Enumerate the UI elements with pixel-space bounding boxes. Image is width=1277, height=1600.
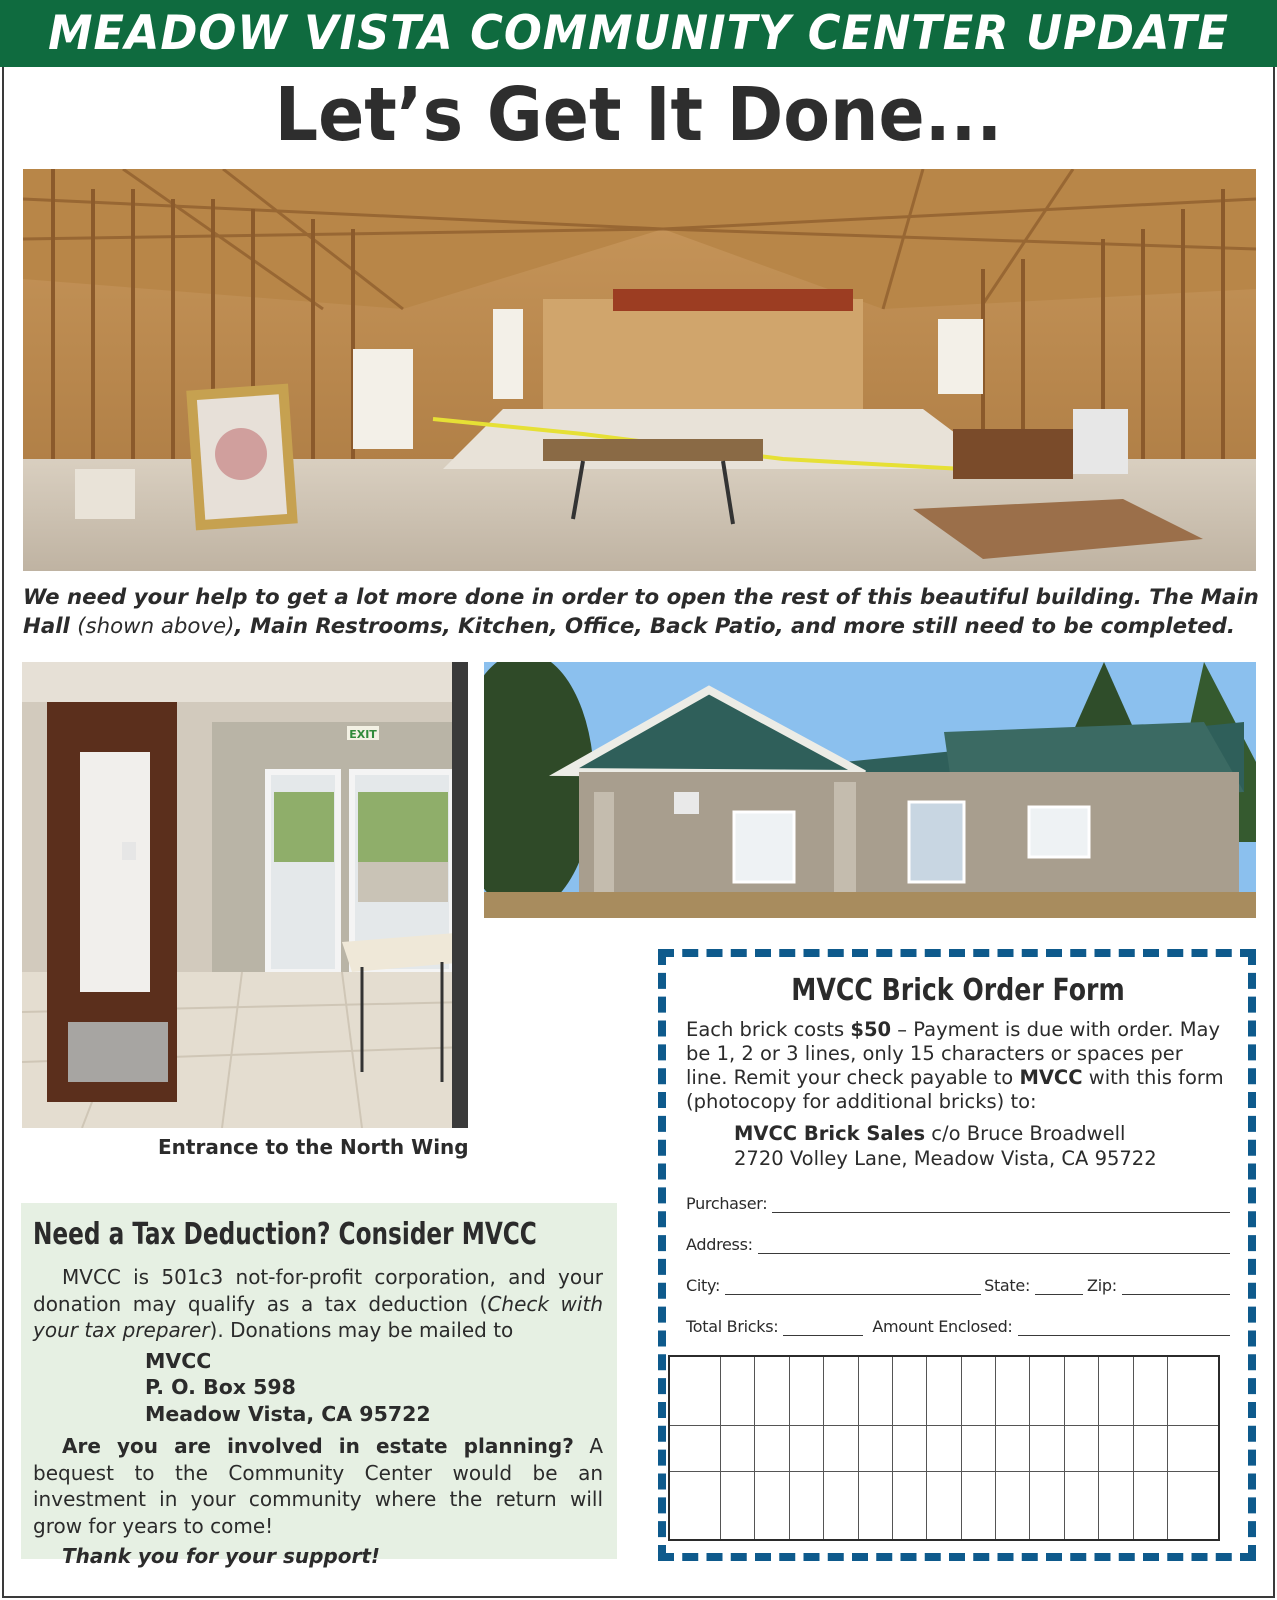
exterior-photo	[484, 662, 1256, 918]
entrance-photo	[22, 662, 468, 1128]
desc-part2: – Payment is due with order. May be 1, 2 or 3 lines, only 15 characters or spaces per line. Remit your check payable to	[686, 1018, 1221, 1089]
main-hall-photo	[23, 169, 1256, 571]
donation-address	[33, 1348, 603, 1428]
payee: MVCC	[1019, 1066, 1083, 1089]
brick-character-cell[interactable]	[1133, 1425, 1167, 1471]
tax-paragraph-1	[33, 1264, 603, 1344]
donation-address-line: MVCC	[145, 1348, 212, 1373]
brick-character-cell[interactable]	[1064, 1425, 1098, 1471]
brick-character-cell[interactable]	[1064, 1356, 1098, 1425]
banner	[0, 0, 1277, 67]
order-address-name: MVCC Brick Sales	[734, 1122, 926, 1145]
amount-enclosed-label: Amount Enclosed:	[872, 1317, 1013, 1336]
main-hall-illustration	[23, 169, 1256, 571]
brick-character-cell[interactable]	[789, 1471, 823, 1540]
order-address-line-2: 2720 Volley Lane, Meadow Vista, CA 95722	[734, 1146, 1157, 1170]
intro-text	[23, 583, 1263, 641]
donation-address-line: Meadow Vista, CA 95722	[145, 1401, 431, 1426]
order-fields	[686, 1191, 1230, 1336]
order-address-co: c/o Bruce Broadwell	[925, 1122, 1126, 1145]
exterior-illustration	[484, 662, 1256, 918]
brick-character-cell[interactable]	[858, 1471, 892, 1540]
address-field[interactable]	[758, 1238, 1230, 1254]
brick-character-cell[interactable]	[961, 1471, 995, 1540]
donation-address-line: P. O. Box 598	[145, 1375, 296, 1399]
intro-part1: We need your help to get a lot more done in order to open the rest of this beautiful building. The Main Hall	[23, 585, 1259, 639]
brick-character-cell[interactable]	[961, 1425, 995, 1471]
brick-grid-row	[669, 1425, 1219, 1471]
amount-enclosed-field[interactable]	[1018, 1320, 1230, 1336]
brick-character-cell[interactable]	[755, 1471, 789, 1540]
brick-character-cell[interactable]	[961, 1356, 995, 1425]
brick-character-cell[interactable]	[1030, 1425, 1064, 1471]
intro-aside: (shown above)	[77, 614, 235, 639]
state-field[interactable]	[1035, 1279, 1083, 1295]
intro-part2: , Main Restrooms, Kitchen, Office, Back Patio, and more still need to be completed.	[234, 614, 1235, 639]
city-row	[686, 1273, 1230, 1295]
tax-p1-a: MVCC is 501c3 not-for-profit corporation, and your donation may qualify as a tax deduction (	[33, 1265, 603, 1316]
brick-character-cell[interactable]	[1133, 1356, 1167, 1425]
brick-character-cell[interactable]	[721, 1471, 755, 1540]
brick-character-cell[interactable]	[1099, 1471, 1133, 1540]
brick-character-cell[interactable]	[789, 1425, 823, 1471]
order-address	[686, 1122, 1230, 1171]
brick-grid-row	[669, 1471, 1219, 1540]
thank-you: Thank you for your support!	[62, 1544, 381, 1568]
brick-character-cell[interactable]	[669, 1471, 721, 1540]
tax-body	[33, 1264, 603, 1570]
estate-planning-body: A bequest to the Community Center would be an investment in your community where the return will grow for years to come!	[33, 1434, 603, 1538]
brick-character-cell[interactable]	[1030, 1471, 1064, 1540]
tax-p1-italic: Check with your tax preparer	[33, 1291, 603, 1342]
brick-character-cell[interactable]	[1030, 1356, 1064, 1425]
zip-field[interactable]	[1122, 1279, 1230, 1295]
brick-character-cell[interactable]	[824, 1471, 858, 1540]
totals-row	[686, 1314, 1230, 1336]
brick-character-cell[interactable]	[996, 1471, 1030, 1540]
brick-character-cell[interactable]	[858, 1425, 892, 1471]
total-bricks-field[interactable]	[783, 1320, 863, 1336]
city-field[interactable]	[725, 1279, 981, 1295]
brick-character-cell[interactable]	[824, 1356, 858, 1425]
tax-deduction-box	[21, 1203, 617, 1568]
brick-character-cell[interactable]	[892, 1471, 926, 1540]
brick-character-cell[interactable]	[892, 1425, 926, 1471]
brick-order-form	[658, 949, 1256, 1561]
brick-character-cell[interactable]	[996, 1425, 1030, 1471]
brick-inscription-grid	[668, 1355, 1220, 1541]
brick-character-cell[interactable]	[927, 1425, 961, 1471]
estate-planning-lead: Are you are involved in estate planning?	[62, 1434, 574, 1458]
brick-character-cell[interactable]	[1099, 1425, 1133, 1471]
brick-character-cell[interactable]	[824, 1425, 858, 1471]
brick-character-cell[interactable]	[1167, 1356, 1219, 1425]
brick-character-cell[interactable]	[755, 1425, 789, 1471]
brick-character-cell[interactable]	[1064, 1471, 1098, 1540]
purchaser-label: Purchaser:	[686, 1194, 768, 1213]
tax-p1-b: ). Donations may be mailed to	[209, 1318, 514, 1342]
brick-character-cell[interactable]	[669, 1356, 721, 1425]
brick-price: $50	[850, 1018, 892, 1041]
brick-character-cell[interactable]	[669, 1425, 721, 1471]
brick-character-cell[interactable]	[996, 1356, 1030, 1425]
brick-character-cell[interactable]	[755, 1356, 789, 1425]
order-form-description	[686, 1018, 1230, 1114]
exit-sign: EXIT	[349, 728, 377, 741]
desc-part1: Each brick costs	[686, 1018, 851, 1041]
brick-grid-row	[669, 1356, 1219, 1425]
entrance-caption: Entrance to the North Wing	[158, 1135, 469, 1159]
purchaser-row	[686, 1191, 1230, 1213]
banner-title: MEADOW VISTA COMMUNITY CENTER UPDATE	[48, 6, 1229, 61]
brick-character-cell[interactable]	[1167, 1471, 1219, 1540]
address-label: Address:	[686, 1235, 753, 1254]
brick-character-cell[interactable]	[789, 1356, 823, 1425]
brick-character-cell[interactable]	[1167, 1425, 1219, 1471]
tax-title: Need a Tax Deduction? Consider MVCC	[33, 1217, 537, 1252]
address-row	[686, 1232, 1230, 1254]
brick-character-cell[interactable]	[858, 1356, 892, 1425]
purchaser-field[interactable]	[772, 1197, 1230, 1213]
entrance-illustration	[22, 662, 468, 1128]
brick-character-cell[interactable]	[892, 1356, 926, 1425]
total-bricks-label: Total Bricks:	[686, 1317, 779, 1336]
headline: Let’s Get It Done...	[274, 72, 1003, 158]
order-address-line-1	[734, 1122, 1230, 1147]
tax-paragraph-2	[33, 1433, 603, 1539]
zip-label: Zip:	[1087, 1276, 1117, 1295]
brick-character-cell[interactable]	[721, 1356, 755, 1425]
brick-character-cell[interactable]	[1133, 1471, 1167, 1540]
order-form-title: MVCC Brick Order Form	[791, 973, 1125, 1008]
brick-character-cell[interactable]	[927, 1471, 961, 1540]
brick-character-cell[interactable]	[1099, 1356, 1133, 1425]
desc-part3: with this form (photocopy for additional bricks) to:	[686, 1066, 1224, 1113]
brick-character-cell[interactable]	[927, 1356, 961, 1425]
brick-character-cell[interactable]	[721, 1425, 755, 1471]
state-label: State:	[984, 1276, 1031, 1295]
city-label: City:	[686, 1276, 721, 1295]
